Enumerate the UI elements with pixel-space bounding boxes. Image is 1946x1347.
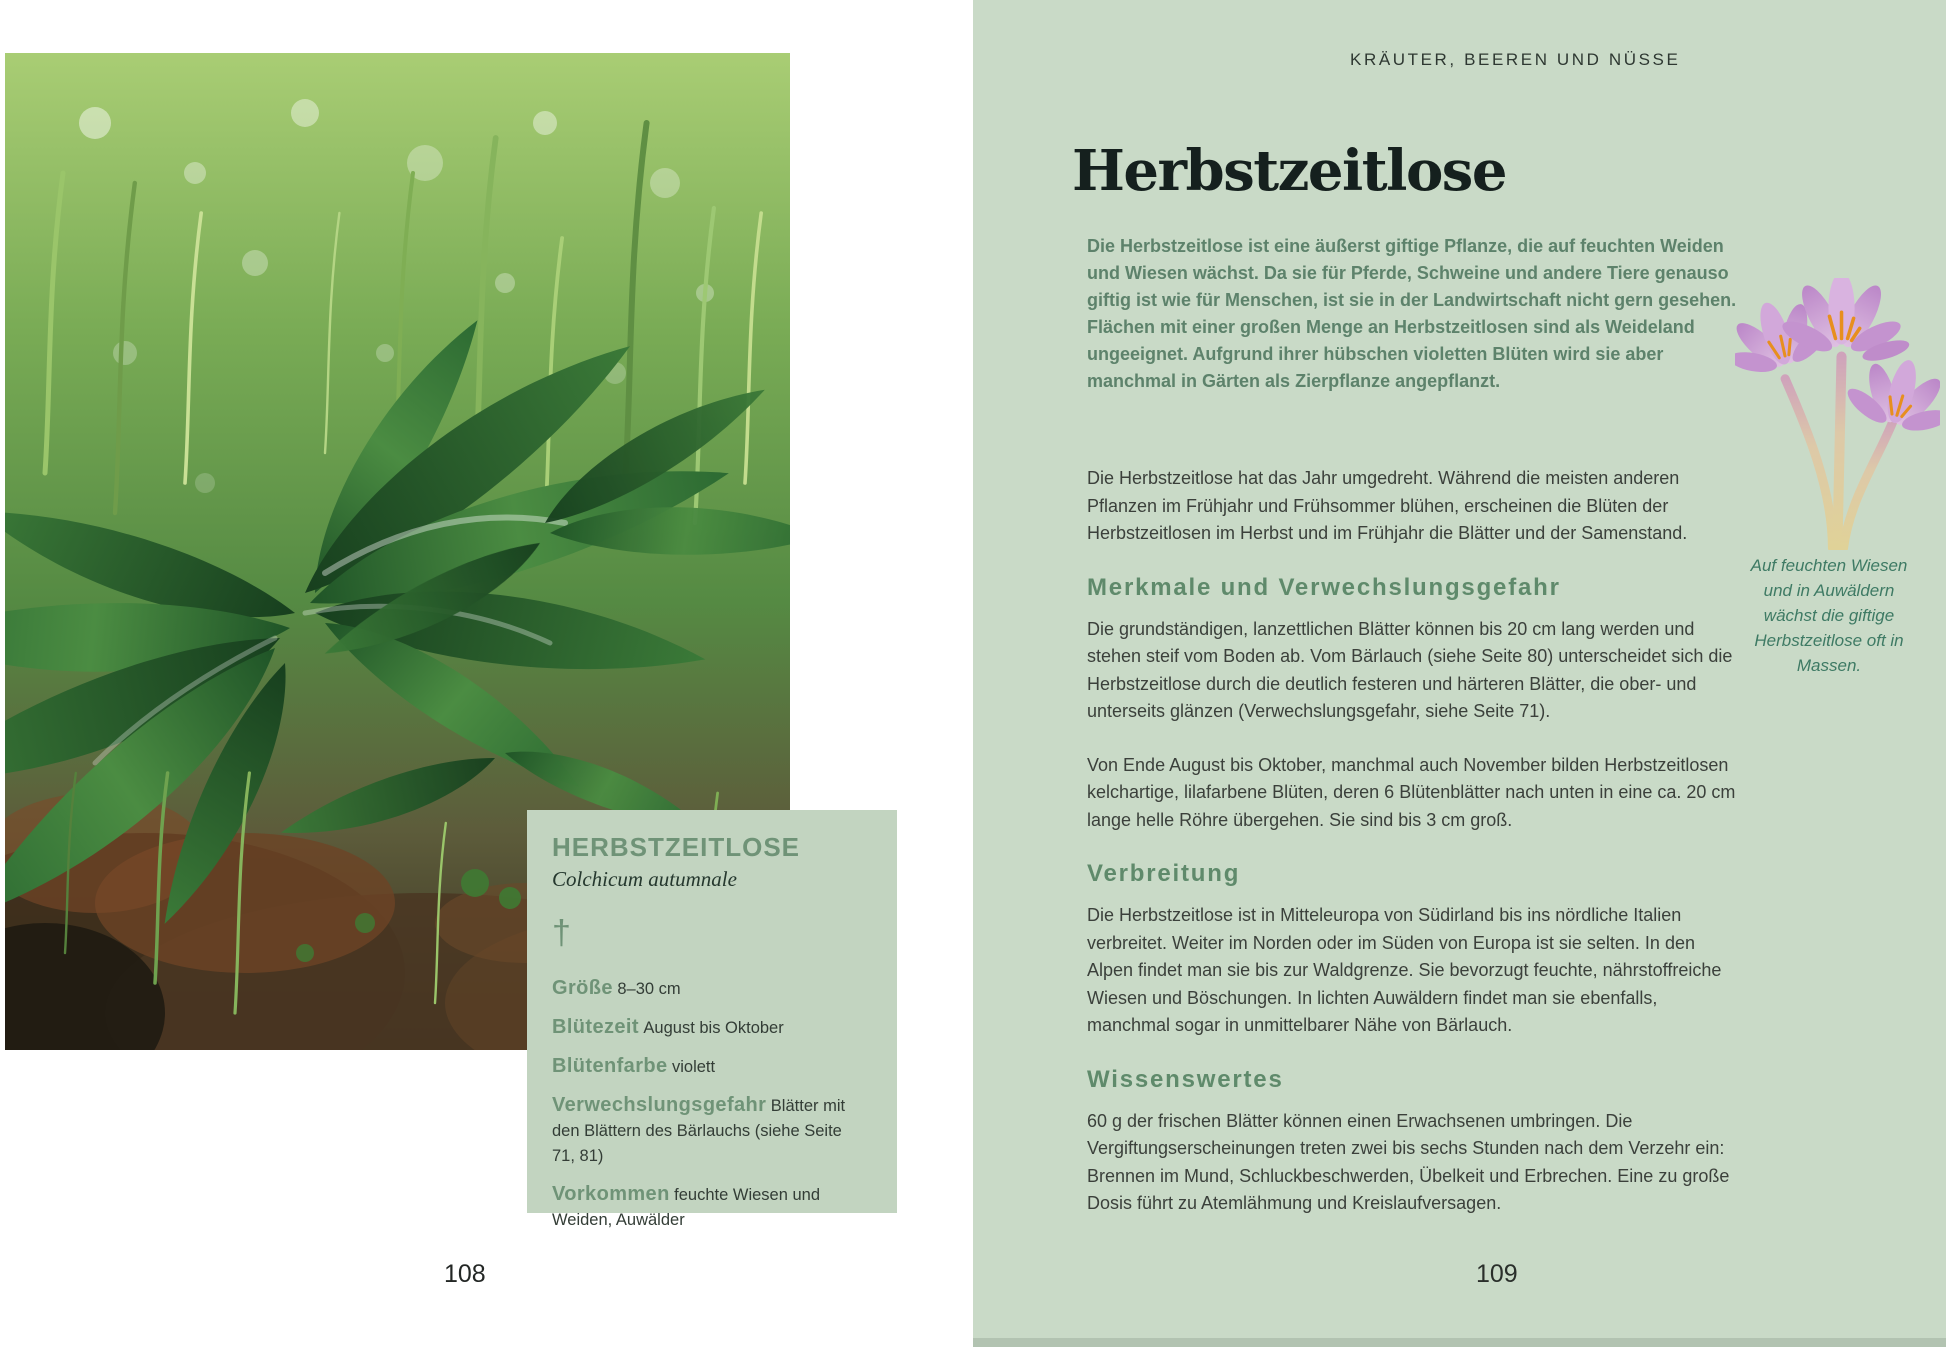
field-bluetenfarbe [552, 1054, 869, 1080]
page-title: Herbstzeitlose [1072, 138, 1506, 204]
latin-name: Colchicum autumnale [552, 867, 737, 891]
field-value: Blätter mit den Blättern des Bärlauchs (siehe Seite 71, 81) [552, 1097, 846, 1165]
field-value: August bis Oktober [643, 1019, 784, 1037]
field-label: Blütenfarbe [552, 1055, 668, 1077]
page-number-left: 108 [444, 1260, 486, 1288]
crocus-flowers-svg [1735, 278, 1940, 550]
page-number-right: 109 [1476, 1260, 1518, 1288]
info-fields [552, 976, 869, 1233]
info-box-title: HERBSTZEITLOSE [552, 832, 801, 862]
field-bluetezeit [552, 1015, 869, 1041]
section-heading-wissenswertes: Wissenswertes [1087, 1065, 1284, 1093]
section-paragraph: 60 g der frischen Blätter können einen Erwachsenen umbringen. Die Vergiftungserscheinungen treten zwei bis sechs Stunden nach dem Verzehr ein: Brennen im Mund, Schluckbeschwerden, Übelkeit und Erbrechen. Eine zu große Dosis führt zu Atemlähmung und Kreislaufversagen. [1087, 1110, 1730, 1213]
section-paragraph: Von Ende August bis Oktober, manchmal auch November bilden Herbstzeitlosen kelchartige, lilafarbene Blüten, deren 6 Blütenblätter nach unten in eine ca. 20 cm lange helle Röhre übergehen. Sie sind bis 3 cm groß. [1087, 754, 1736, 830]
section-paragraph: Die Herbstzeitlose ist in Mitteleuropa von Südirland bis ins nördliche Italien verbreitet. Weiter im Norden oder im Süden von Europa ist sie selten. In den Alpen findet man sie bis zur Waldgrenze. Sie bevorzugt feuchte, nährstoffreiche Wiesen und Böschungen. In lichten Auwäldern findet man sie ebenfalls, manchmal sogar in unmittelbarer Nähe von Bärlauch. [1087, 905, 1722, 1035]
field-vorkommen [552, 1182, 869, 1233]
field-label: Blütezeit [552, 1016, 639, 1038]
field-verwechslungsgefahr [552, 1093, 869, 1169]
lead-paragraph: Die Herbstzeitlose ist eine äußerst giftige Pflanze, die auf feuchten Weiden und Wiesen wächst. Da sie für Pferde, Schweine und andere Tiere genauso giftig ist wie für Menschen, ist sie in der Landwirtschaft nicht gern gesehen. Flächen mit einer großen Menge an Herbstzeitlosen sind als Weideland ungeeignet. Aufgrund ihrer hübschen violetten Blüten wird sie aber manchmal in Gärten als Zierpflanze angepflanzt. [1087, 236, 1737, 391]
section-heading-verbreitung: Verbreitung [1087, 860, 1241, 887]
intro-paragraph: Die Herbstzeitlose hat das Jahr umgedreht. Während die meisten anderen Pflanzen im Frühjahr und Frühsommer blühen, erscheinen die Blüten der Herbstzeitlosen im Herbst und im Frühjahr die Blätter und der Samenstand. [1087, 468, 1688, 543]
page-right [973, 0, 1946, 1347]
toxicity-dagger-icon: † [552, 914, 571, 952]
crocus-flowers-illustration [1735, 278, 1940, 550]
section-heading-merkmale: Merkmale und Verwechslungsgefahr [1087, 573, 1561, 601]
species-info-box [527, 810, 897, 1229]
body-column [1087, 465, 1739, 1244]
section-paragraph: Die grundständigen, lanzettlichen Blätter können bis 20 cm lang werden und stehen steif vom Boden ab. Vom Bärlauch (siehe Seite 80) unterscheidet sich die Herbstzeitlose durch die deutlich festeren und härteren Blätter, die ober- und unterseits glänzen (Verwechslungsgefahr, siehe Seite 71). [1087, 618, 1733, 721]
field-label: Verwechslungsgefahr [552, 1094, 767, 1116]
margin-caption: Auf feuchten Wiesen und in Auwäldern wächst die giftige Herbstzeitlose oft in Massen. [1750, 556, 1908, 675]
field-value: 8–30 cm [617, 980, 681, 998]
field-label: Vorkommen [552, 1183, 670, 1205]
field-value: violett [671, 1058, 716, 1076]
field-value: feuchte Wiesen und Weiden, Auwälder [552, 1186, 820, 1229]
field-groesse [552, 976, 869, 1002]
field-label: Größe [552, 977, 613, 999]
chapter-kicker: KRÄUTER, BEEREN UND NÜSSE [1350, 50, 1681, 69]
